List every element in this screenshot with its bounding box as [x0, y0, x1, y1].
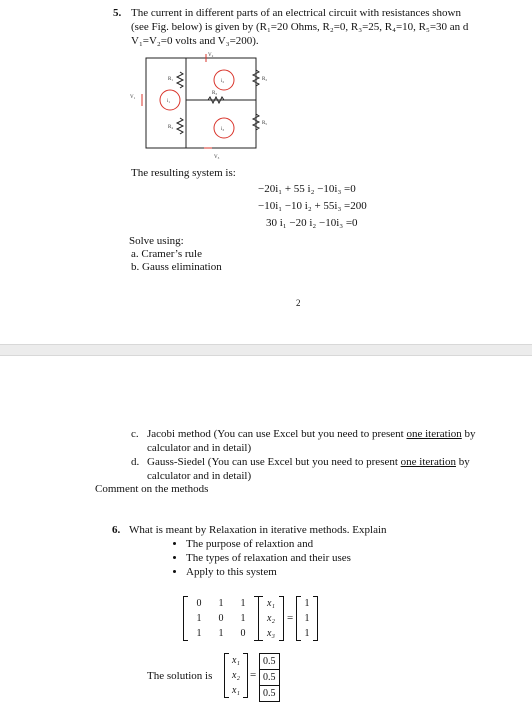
matrix-cell: 1 [196, 628, 202, 639]
resistor-r-top [177, 72, 183, 88]
bullet-1: • The purpose of relaxtion and [186, 537, 351, 551]
label-r4: R₄ [168, 125, 174, 130]
coefficient-matrix [183, 596, 259, 641]
matrix-cell: 1 [196, 613, 202, 624]
label-r2: R₂ [262, 77, 268, 82]
q6-bullets [170, 537, 351, 579]
matrix-cell: 1 [218, 628, 224, 639]
matrix-cell: 0 [196, 598, 202, 609]
q5-statement [131, 6, 526, 48]
method-d-label: d. [131, 456, 140, 468]
matrix-cell: 1 [218, 598, 224, 609]
equation-3: 30 i₁ −20 i₂ −10i₃ =0 [266, 217, 358, 229]
matrix-cell: 1 [240, 598, 246, 609]
label-i2: i₂ [221, 79, 225, 84]
matrix-cell: 0 [240, 628, 246, 639]
solution-var: x₂ [232, 670, 240, 681]
method-c-text-end: by [461, 428, 476, 440]
method-d-line2: calculator and in detail) [147, 470, 252, 482]
x-vector [258, 596, 284, 641]
method-d-text-end: by [455, 456, 470, 468]
rhs-cell: 1 [304, 613, 310, 624]
label-i3: i₃ [221, 127, 225, 132]
method-d-text: Gauss-Siedel (You can use Excel but you need to present [147, 456, 401, 468]
solve-heading: Solve using: [129, 235, 184, 247]
method-a: a. Cramer’s rule [131, 248, 202, 260]
system-intro: The resulting system is: [131, 167, 236, 179]
equation-1: −20i₁ + 55 i₂ −10i₃ =0 [258, 183, 356, 195]
solution-value: 0.5 [259, 686, 280, 702]
method-b: b. Gauss elimination [131, 261, 222, 273]
method-c-line2: calculator and in detail) [147, 442, 252, 454]
label-v3: V₃ [214, 155, 220, 160]
x-vector-cell: x₂ [267, 613, 275, 624]
method-d-underline: one iteration [400, 456, 456, 468]
matrix-cell: 0 [218, 613, 224, 624]
resistor-r-bottom [177, 118, 183, 134]
bullet-2: • The types of relaxation and their uses [186, 551, 351, 565]
rhs-vector [296, 596, 318, 641]
page-number: 2 [296, 298, 301, 308]
label-r3: R₃ [212, 91, 218, 96]
label-v2: V₂ [208, 53, 214, 58]
q5-line1: The current in different parts of an electrical circuit with resistances shown [131, 7, 461, 19]
matrix-equals: = [287, 612, 294, 624]
solution-vars [224, 653, 248, 698]
page-break [0, 344, 532, 356]
solution-label: The solution is [147, 670, 213, 682]
matrix-cell: 1 [240, 613, 246, 624]
bullet-3: • Apply to this system [186, 565, 351, 579]
equation-2: −10i₁ −10 i₂ + 55i₃ =200 [258, 200, 367, 212]
solution-values [259, 653, 280, 702]
q6-question: What is meant by Relaxation in iterative methods. Explain [129, 524, 387, 536]
comment-line: Comment on the methods [95, 483, 209, 495]
method-c [131, 427, 521, 455]
label-r1: R₁ [168, 77, 174, 82]
method-c-text: Jacobi method (You can use Excel but you need to present [147, 428, 407, 440]
method-c-underline: one iteration [406, 428, 462, 440]
method-c-label: c. [131, 428, 139, 440]
circuit-figure [128, 50, 278, 165]
label-r5: R₅ [262, 121, 268, 126]
rhs-cell: 1 [304, 628, 310, 639]
x-vector-cell: x₁ [267, 598, 275, 609]
solution-equals: = [250, 669, 257, 681]
solution-value: 0.5 [259, 653, 280, 670]
rhs-cell: 1 [304, 598, 310, 609]
label-i1: i₁ [167, 99, 171, 104]
solution-var: x₁ [232, 655, 240, 666]
q5-line3: V₁=V₂=0 volts and V₃=200). [131, 35, 259, 47]
q5-number: 5. [113, 7, 122, 19]
q6-number: 6. [112, 524, 121, 536]
x-vector-cell: x₃ [267, 628, 275, 639]
label-v1: V₁ [130, 95, 136, 100]
method-d [131, 455, 521, 483]
circuit-outer-loop [146, 58, 256, 148]
solution-value: 0.5 [259, 670, 280, 686]
solution-var: x₁ [232, 685, 240, 696]
q5-line2: (see Fig. below) is given by (R₁=20 Ohms, R₂=0, R₃=25, R₄=10, R₅=30 an d [131, 21, 469, 33]
